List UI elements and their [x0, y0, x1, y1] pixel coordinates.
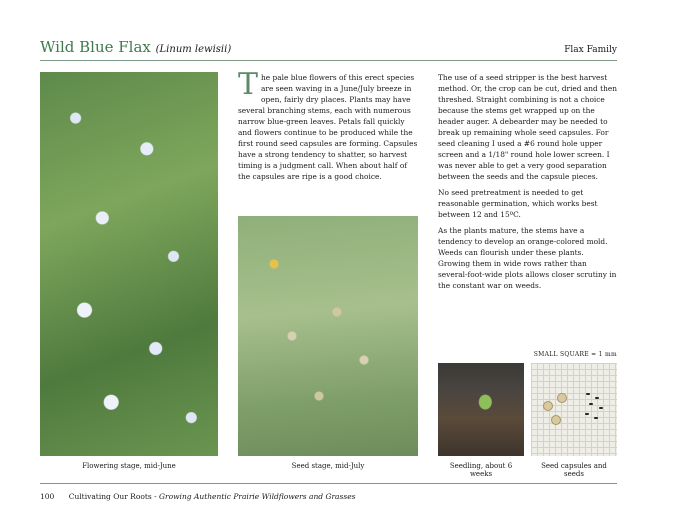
header-rule — [40, 60, 617, 61]
capsule-image — [557, 393, 567, 403]
seed-capsules-photo — [531, 363, 617, 456]
seed-image — [586, 393, 590, 395]
seed-image — [599, 407, 603, 409]
caption-capsules: Seed capsules and seeds — [541, 462, 607, 478]
capsule-image — [543, 401, 553, 411]
seed-image — [594, 417, 598, 419]
seed-image — [595, 397, 599, 399]
plant-family: Flax Family — [564, 45, 617, 55]
seed-stage-photo — [238, 216, 418, 456]
flowering-stage-photo — [40, 72, 218, 456]
intro-paragraph — [238, 67, 420, 182]
latin-name: (Linum lewisii) — [155, 44, 232, 55]
caption-seedling: Seedling, about 6 weeks — [449, 462, 513, 478]
caption-seed: Seed stage, mid-July — [291, 462, 365, 470]
footer-rule — [40, 483, 617, 484]
harvest-column — [438, 72, 618, 296]
book-subtitle: Growing Authentic Prairie Wildflowers and Grasses — [159, 492, 356, 501]
page-number: 100 — [40, 492, 55, 501]
capsule-image — [551, 415, 561, 425]
harvest-paragraph: The use of a seed stripper is the best harvest method. Or, the crop can be cut, dried and then threshed. Straight combining is not a choice because the stems get wrapped up on the header auger. A debearder may be needed to break up remaining whole seed capsules. For seed cleaning I used a #6 round hole upper screen and a 1/18" round hole lower screen. I was never able to get a very good separation between the seeds and the capsule pieces. — [438, 73, 617, 181]
seed-image — [589, 403, 593, 405]
footer — [40, 492, 356, 501]
pretreatment-paragraph: No seed pretreatment is needed to get reasonable germination, which works best between 12 and 15ºC. — [438, 188, 598, 219]
mold-paragraph: As the plants mature, the stems have a tendency to develop an orange-colored mold. Weeds can flourish under these plants. Growing them in wide rows rather than several-foot-wide plots allows closer scrutiny in the constant war on weeds. — [438, 226, 617, 290]
drop-cap: T — [238, 67, 259, 102]
caption-flowering: Flowering stage, mid-June — [82, 462, 176, 470]
book-title: Cultivating Our Roots - — [68, 492, 160, 501]
scale-note: SMALL SQUARE = 1 mm — [533, 351, 617, 358]
seedling-photo — [438, 363, 524, 456]
intro-text: he pale blue flowers of this erect species are seen waving in a June/July breeze in open, fairly dry places. Plants may have several branching stems, each with numerous narrow blue-green leaves. Petals fall quickly and flowers continue to be produced while the first round seed capsules are forming. Capsules have a strong tendency to shatter, so harvest timing is a judgment call. When about half of the capsules are ripe is a good choice. — [238, 73, 418, 181]
intro-column — [238, 67, 420, 187]
seed-image — [585, 413, 589, 415]
page-title — [40, 38, 231, 56]
common-name: Wild Blue Flax — [40, 38, 151, 56]
